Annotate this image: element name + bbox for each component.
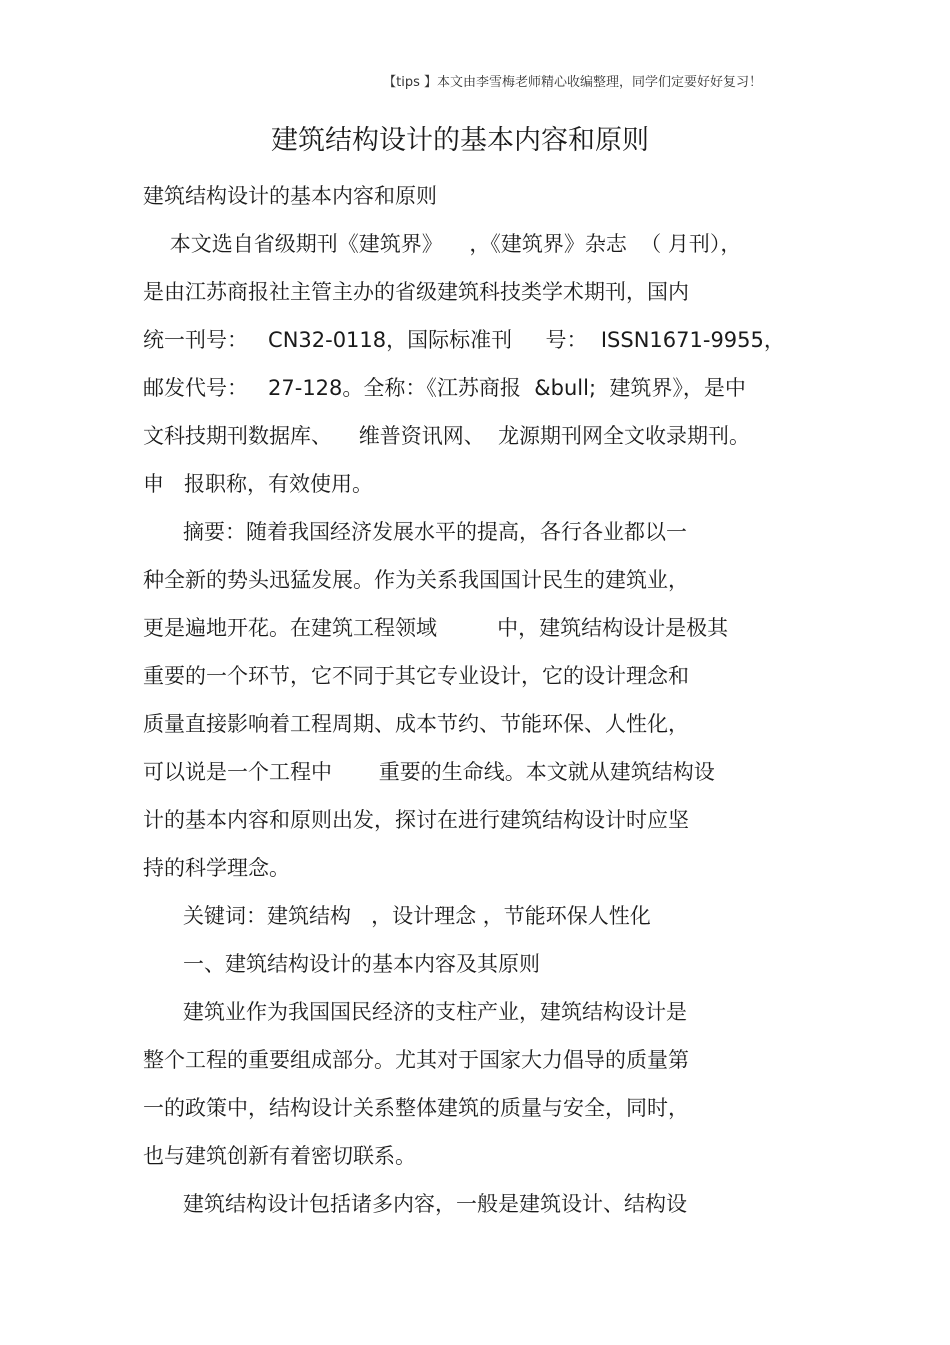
abstract-line: 持的科学理念。 [143, 856, 290, 880]
subtitle-line: 建筑结构设计的基本内容和原则 [143, 184, 437, 208]
body-line: 申 报职称，有效使用。 [143, 472, 374, 496]
body-line: 建筑业作为我国国民经济的支柱产业，建筑结构设计是 [143, 1000, 688, 1024]
keywords-line: 关键词：建筑结构 ，设计理念 ，节能环保人性化 [143, 904, 651, 928]
body-line: 建筑结构设计包括诸多内容，一般是建筑设计、结构设 [143, 1192, 688, 1216]
abstract-line: 摘要：随着我国经济发展水平的提高，各行各业都以一 [143, 520, 688, 544]
abstract-line: 质量直接影响着工程周期、成本节约、节能环保、人性化， [143, 712, 689, 736]
abstract-line: 计的基本内容和原则出发，探讨在进行建筑结构设计时应坚 [143, 808, 689, 832]
abstract-line: 更是遍地开花。在建筑工程领域 中，建筑结构设计是极其 [143, 616, 729, 640]
body-line: 邮发代号： 27-128。全称：《江苏商报 &bull; 建筑界》，是中 [143, 376, 746, 400]
body-line: 整个工程的重要组成部分。尤其对于国家大力倡导的质量第 [143, 1048, 689, 1072]
abstract-line: 重要的一个环节，它不同于其它专业设计，它的设计理念和 [143, 664, 689, 688]
abstract-line: 种全新的势头迅猛发展。作为关系我国国计民生的建筑业， [143, 568, 689, 592]
body-line: 统一刊号： CN32-0118，国际标准刊 号： ISSN1671-9955， [143, 328, 785, 352]
body-line: 是由江苏商报社主管主办的省级建筑科技类学术期刊，国内 [143, 280, 689, 304]
abstract-line: 可以说是一个工程中 重要的生命线。本文就从建筑结构设 [143, 760, 715, 784]
body-line: 本文选自省级期刊《建筑界》 ，《建筑界》杂志 （ 月刊）， [143, 232, 742, 256]
header-tips: 【tips 】本文由李雪梅老师精心收编整理，同学们定要好好复习！ [383, 75, 762, 90]
body-line: 文科技期刊数据库、 维普资讯网、 龙源期刊网全文收录期刊。 [143, 424, 751, 448]
body-line: 一的政策中，结构设计关系整体建筑的质量与安全，同时， [143, 1096, 689, 1120]
document-title: 建筑结构设计的基本内容和原则 [271, 125, 649, 156]
section-heading: 一、建筑结构设计的基本内容及其原则 [143, 952, 541, 976]
body-line: 也与建筑创新有着密切联系。 [143, 1144, 416, 1168]
